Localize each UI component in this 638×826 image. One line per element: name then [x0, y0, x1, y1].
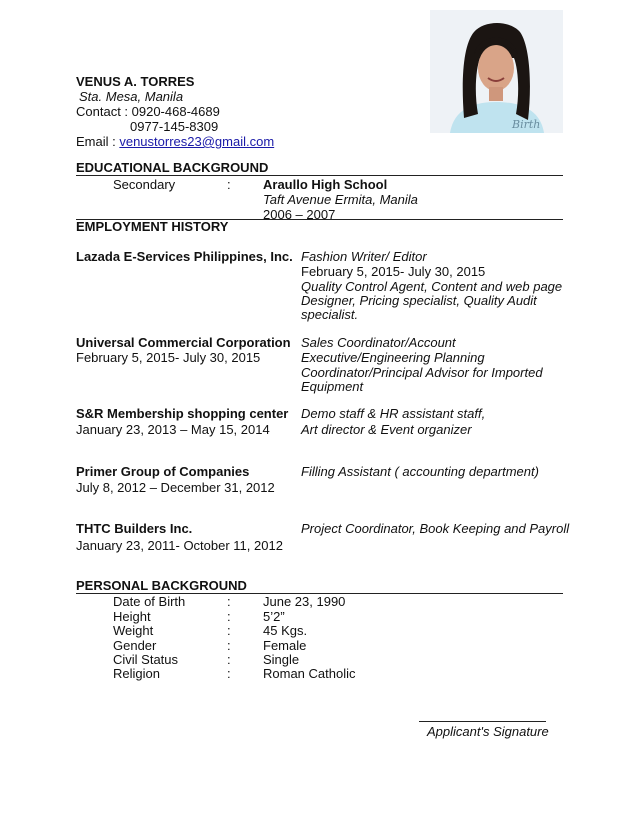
job-company: THTC Builders Inc. [76, 521, 193, 536]
job-dates: January 23, 2013 – May 15, 2014 [76, 422, 270, 437]
email-link[interactable]: venustorres23@gmail.com [119, 134, 275, 149]
svg-text:Birth: Birth [512, 118, 541, 131]
colon: : [227, 638, 231, 653]
job-company: Primer Group of Companies [76, 464, 250, 479]
phone-2: 0977-145-8309 [130, 119, 219, 134]
job-company: Lazada E-Services Philippines, Inc. [76, 249, 293, 264]
personal-label: Date of Birth [113, 594, 186, 609]
personal-label: Height [113, 609, 151, 624]
job-role: Equipment [301, 379, 364, 394]
phone-1: 0920-468-4689 [131, 104, 220, 119]
job-company: S&R Membership shopping center [76, 406, 289, 421]
personal-label: Religion [113, 666, 160, 681]
education-level: Secondary [113, 177, 176, 192]
colon: : [227, 623, 231, 638]
job-company: Universal Commercial Corporation [76, 335, 291, 350]
colon: : [227, 609, 231, 624]
contact-label: Contact : [76, 104, 132, 119]
job-dates: February 5, 2015- July 30, 2015 [76, 350, 261, 365]
signature-label: Applicant's Signature [427, 724, 549, 739]
personal-value: 45 Kgs. [263, 623, 308, 638]
personal-label: Gender [113, 638, 157, 653]
personal-label: Weight [113, 623, 154, 638]
job-role: Art director & Event organizer [301, 422, 472, 437]
job-dates: January 23, 2011- October 11, 2012 [76, 538, 283, 553]
colon: : [227, 177, 231, 192]
job-role: Quality Control Agent, Content and web page [301, 279, 563, 294]
employment-heading: EMPLOYMENT HISTORY [76, 219, 229, 234]
school-name: Araullo High School [263, 177, 388, 192]
colon: : [227, 652, 231, 667]
personal-value: Roman Catholic [263, 666, 356, 681]
job-role: Coordinator/Principal Advisor for Imported [301, 365, 543, 380]
job-role: Executive/Engineering Planning [301, 350, 485, 365]
personal-heading: PERSONAL BACKGROUND [76, 578, 247, 593]
job-role: Demo staff & HR assistant staff, [301, 406, 486, 421]
colon: : [227, 666, 231, 681]
personal-value: June 23, 1990 [263, 594, 346, 609]
job-role: Sales Coordinator/Account [301, 335, 456, 350]
applicant-address: Sta. Mesa, Manila [79, 89, 184, 104]
personal-value: Single [263, 652, 300, 667]
school-years: 2006 – 2007 [263, 207, 336, 222]
signature-line [419, 721, 546, 722]
job-role: Project Coordinator, Book Keeping and Payroll [301, 521, 570, 536]
school-location: Taft Avenue Ermita, Manila [263, 192, 418, 207]
job-role: Fashion Writer/ Editor [301, 249, 427, 264]
personal-value: Female [263, 638, 307, 653]
email-line [76, 134, 274, 149]
applicant-name: VENUS A. TORRES [76, 74, 195, 89]
job-role: Designer, Pricing specialist, Quality Audit [301, 293, 537, 308]
job-role-dates: February 5, 2015- July 30, 2015 [301, 264, 486, 279]
education-heading: EDUCATIONAL BACKGROUND [76, 160, 269, 175]
job-role: Filling Assistant ( accounting department) [301, 464, 539, 479]
job-dates: July 8, 2012 – December 31, 2012 [76, 480, 275, 495]
contact-line [76, 104, 220, 119]
divider [76, 175, 563, 176]
job-role: specialist. [301, 307, 359, 322]
email-label: Email : [76, 134, 120, 149]
personal-value: 5’2” [263, 609, 285, 624]
colon: : [227, 594, 231, 609]
personal-label: Civil Status [113, 652, 179, 667]
applicant-photo [430, 10, 563, 133]
